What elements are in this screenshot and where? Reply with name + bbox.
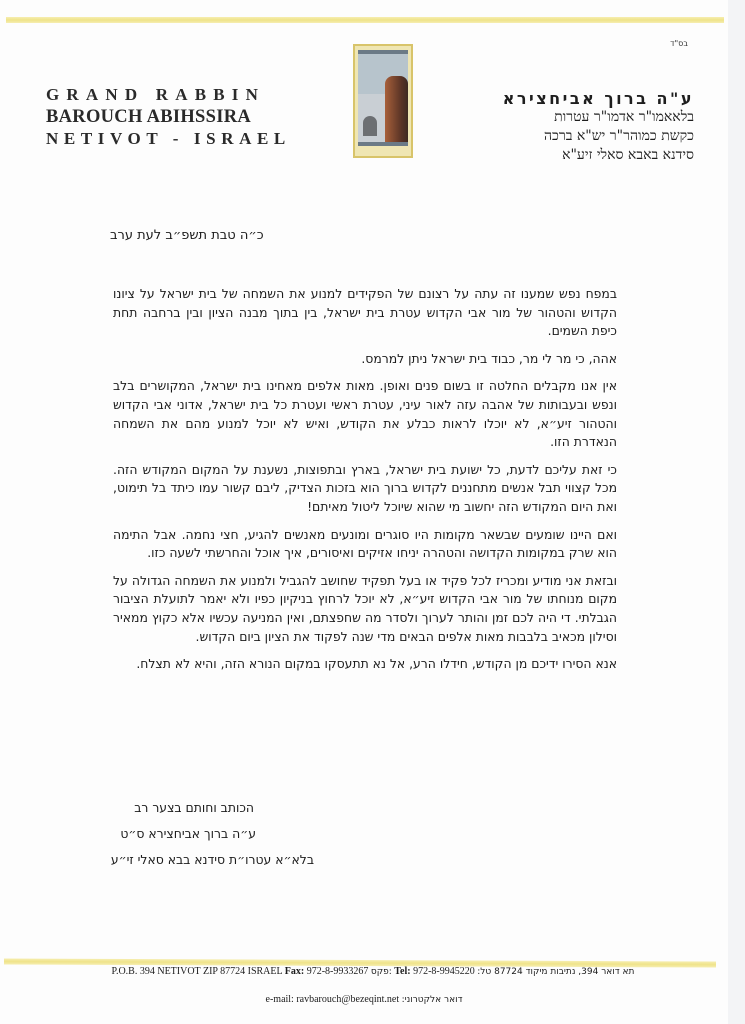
top-yellow-rule <box>6 17 724 23</box>
paragraph: אין אנו מקבלים החלטה זו בשום פנים ואופן. מאות אלפים מאחינו בית ישראל, המקושרים בלב ונפש ובעבותות של אהבה עזה לאור עיני, עטרת ראשי ועטרת כל בית ישראל, אדוני אבי הקדוש והטהור זיע״א, לא יוכלו לראות כבלע את הקודש, ואיש לא יוכל למנוע מהם את השמחה הנאדרת הזו. <box>113 378 617 450</box>
english-name: BAROUCH ABIHSSIRA <box>46 107 252 127</box>
email-address[interactable]: ravbarouch@bezeqint.net <box>296 994 400 1005</box>
footer-email-line <box>0 994 728 1005</box>
fax-label-he: :פקס <box>370 967 392 977</box>
hebrew-lineage-2: כקשת כמוהר"ר יש"א ברכה <box>543 128 694 144</box>
email-label: e-mail: <box>265 994 294 1005</box>
bsd-mark: בס"ד <box>670 39 688 48</box>
emblem-bottom-band <box>358 142 408 146</box>
closing-line: הכותב וחותם בצער רב <box>134 800 254 815</box>
fax-number: 972-8-9933267 <box>306 966 369 977</box>
signature-lineage: בלא״א עטרו״ת סידנא בבא סאלי זי״ע <box>110 852 314 867</box>
english-location: NETIVOT - ISRAEL <box>46 129 291 148</box>
paragraph: אנא הסירו ידיכם מן הקודש, חידלו הרע, אל נא תתעסקו במקום הנורא הזה, והיא לא תצלח. <box>136 656 617 672</box>
emblem-window <box>363 116 377 136</box>
footer-address-en: P.O.B. 394 NETIVOT ZIP 87724 ISRAEL <box>111 966 283 977</box>
signature-name: ע״ה ברוך אביחצירא ס״ט <box>120 826 256 841</box>
paragraph: ובזאת אני מודיע ומכריז לכל פקיד או בעל תפקיד שחושב להגביל ולמנוע את השמחה הגדולה על מקום מנוחתו של מור אבי הקדוש זיע״א, לא יוכל לרחוץ בניקיון כפיו ולא יאמר לתועלת הציבור הגבלתי. די היה לכם זמן והותר לערוך ולסדר מה שחפצתם, ואין המניעה עכשיו אלא כקוץ ממאיר וסילון מכאיב בלבבות מאות אלפים הבאים מדי שנה לפקוד את הציון ביום הקדוש. <box>113 572 617 644</box>
tel-number: 972-8-9945220 <box>413 966 475 977</box>
emblem-top-band <box>358 50 408 54</box>
hebrew-letterhead <box>503 89 694 165</box>
letter-closing <box>106 795 314 873</box>
tel-label: Tel: <box>394 966 411 977</box>
paragraph: במפח נפש שמענו זה עתה על רצונם של הפקידים למנוע את השמחה של בית ישראל על ציונו הקדוש והטהור של מור אבי הקדוש עטרת בית ישראל, בין בתוך מבנה הציון ובין ברחבה תחת כיפת השמים. <box>113 286 617 339</box>
fax-label: Fax: <box>284 966 305 977</box>
english-title: GRAND RABBIN <box>46 85 266 104</box>
letter-body <box>113 285 617 683</box>
hebrew-name: ע"ה ברוך אביחצירא <box>502 89 694 108</box>
emblem-dome <box>385 76 408 142</box>
footer-address-he: תא דואר 394, נתיבות מיקוד 87724 טל: <box>477 967 635 977</box>
footer-contact-line <box>28 966 718 977</box>
paragraph: כי זאת עליכם לדעת, כל ישועת בית ישראל, בארץ ובתפוצות, נשענת על המקום המקודש הזה. מכל קצווי תבל אנשים מתחננים לקדוש ברוך הוא בזכות הצדיק, ליבם קשור עמו כיתד בל תימוט, ואת היום המקודש הזה יחשוב מי שהוא שיוכל ליטול מאיתם! <box>113 461 617 514</box>
english-letterhead <box>46 84 291 150</box>
hebrew-lineage-1: בלאאמו"ר אדמו"ר עטרות <box>554 109 694 125</box>
paragraph: ואם היינו שומעים שבשאר מקומות היו סוגרים ומונעים מאנשים להגיע, חצי נחמה. אבל התימה הוא שרק במקומות הקדושה והטהרה יניחו אזיקים ואיסורים, איך אוכל והחרשתי לשעה כזו. <box>113 526 617 561</box>
letter-date: כ״ה טבת תשפ״ב לעת ערב <box>110 228 264 243</box>
tomb-building-emblem <box>353 44 413 158</box>
email-label-he: דואר אלקטרוני: <box>401 995 463 1005</box>
hebrew-lineage-3: סידנא באבא סאלי זיע"א <box>562 147 694 163</box>
paragraph: אהה, כי מר לי מר, כבוד בית ישראל ניתן למרמס. <box>361 350 617 366</box>
